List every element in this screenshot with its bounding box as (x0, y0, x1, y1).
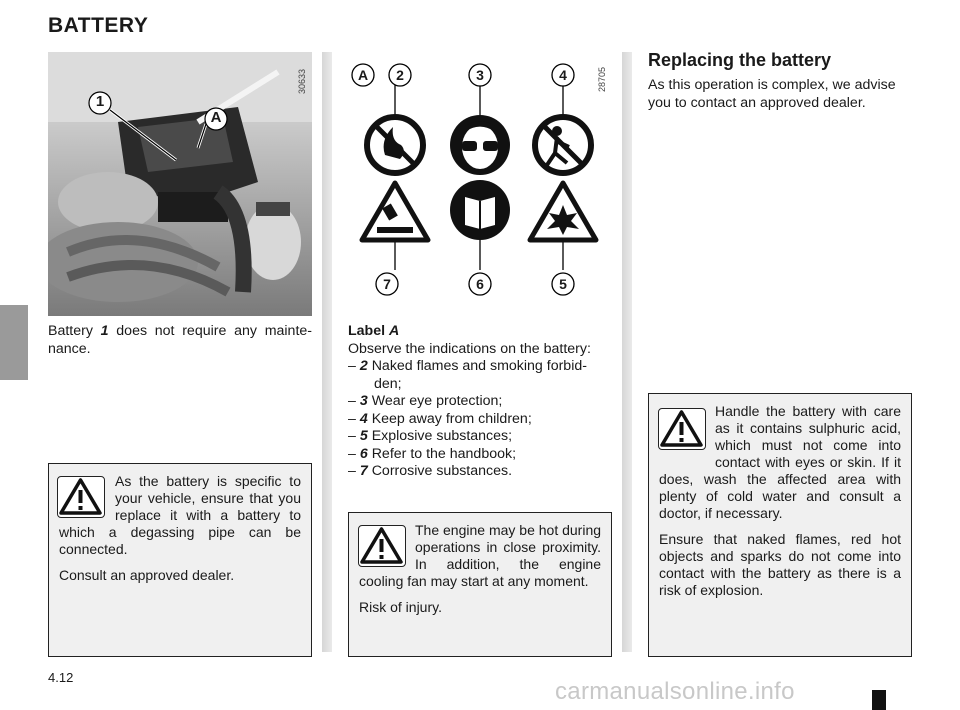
footer-watermark[interactable]: carmanualsonline.info (555, 678, 795, 705)
section-heading: Replacing the battery (648, 50, 832, 70)
image-reference-code: 28705 (597, 66, 607, 92)
photo-reference-code: 30633 (297, 68, 307, 94)
callout-2: 2 (396, 67, 404, 83)
page-number: 4.12 (48, 670, 74, 685)
handbook-icon (450, 180, 510, 240)
list-item: – 2 Naked flames and smoking forbid-den; (348, 358, 587, 392)
warning-box-sulphuric-acid (648, 393, 912, 657)
explosive-icon (530, 183, 596, 240)
callout-6: 6 (476, 276, 484, 292)
warning-box-hot-engine (348, 512, 612, 657)
list-item: – 7 Corrosive substances. (348, 463, 513, 479)
list-item: – 4 Keep away from children; (348, 410, 532, 427)
callout-1: 1 (95, 93, 105, 110)
list-item: – 3 Wear eye protection; (348, 393, 503, 409)
label-indications-list (348, 358, 612, 481)
warning-text-2: Consult an approved dealer. (59, 567, 235, 583)
corrosive-icon (362, 183, 428, 240)
photo-callouts (48, 52, 312, 316)
column-divider (622, 52, 632, 652)
callout-7: 7 (383, 276, 391, 292)
label-a-section (348, 323, 612, 481)
chapter-tab (0, 305, 28, 380)
corner-mark (872, 690, 886, 710)
label-intro: Observe the indications on the battery: (348, 340, 591, 357)
warning-text-2: Ensure that naked flames, red hot objects and sparks do not come into contact with the battery as there is a risk of explosion. (659, 531, 901, 598)
list-item: – 5 Explosive substances; (348, 428, 513, 444)
warning-text: The engine may be hot during operations in close proximity. In addition, the engine cooling fan may start at any moment. (359, 522, 602, 589)
callout-5: 5 (559, 276, 567, 292)
battery-label-pictograms (345, 55, 615, 305)
keep-away-children-icon (535, 117, 591, 173)
label-heading: Label A (348, 323, 400, 339)
warning-text: As the battery is specific to your vehicle, ensure that you replace it with a battery to which a degassing pipe can be connected. (59, 473, 301, 557)
warning-text: Handle the battery with care as it contains sulphuric acid, which must not come into contact with eyes or skin. If it does, wash the affected area with plenty of cold water and consult a doctor, if necessary. (659, 403, 901, 521)
replacing-battery-text: As this operation is complex, we advise you to contact an approved dealer. (648, 77, 896, 111)
no-flames-icon (367, 117, 423, 173)
callout-4: 4 (559, 67, 567, 83)
warning-text-2: Risk of injury. (359, 599, 442, 615)
callout-3: 3 (476, 67, 484, 83)
warning-box-battery-specific (48, 463, 312, 657)
list-item: – 6 Refer to the handbook; (348, 445, 517, 462)
callout-a: A (210, 109, 222, 126)
callout-a-label: A (357, 67, 369, 83)
column-divider (322, 52, 332, 652)
eye-protection-icon (450, 115, 510, 175)
page-title: BATTERY (48, 14, 149, 37)
battery-maintenance-text: Battery 1 does not require any mainte-nance. (48, 323, 312, 357)
